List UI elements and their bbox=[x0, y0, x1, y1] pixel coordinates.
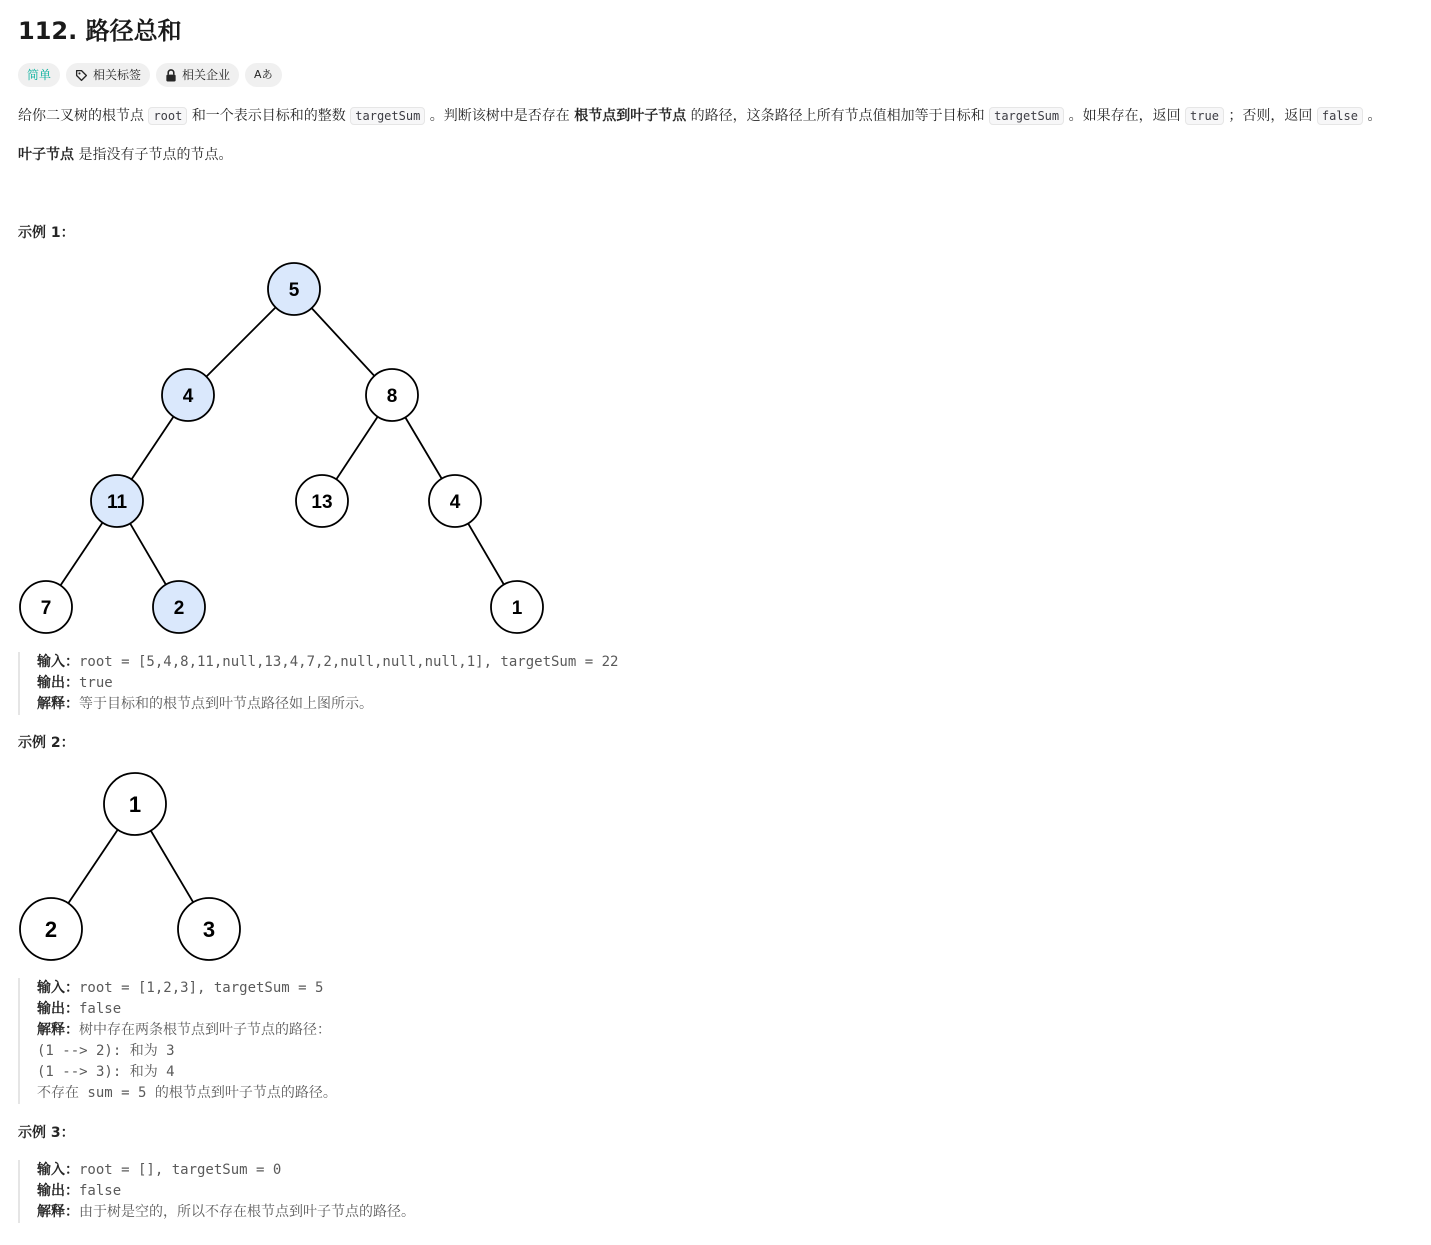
svg-text:3: 3 bbox=[202, 917, 216, 942]
tree-node bbox=[296, 475, 348, 527]
example-2-io-block bbox=[18, 978, 337, 1104]
bold-leaf-node: 叶子节点 bbox=[18, 147, 74, 163]
svg-text:1: 1 bbox=[128, 792, 142, 817]
example-1-title: 示例 1： bbox=[18, 225, 75, 241]
related-tags-label: 相关标签 bbox=[93, 68, 142, 82]
explain-label: 解释： bbox=[37, 1204, 79, 1220]
example-3-title: 示例 3： bbox=[18, 1125, 75, 1141]
code-targetsum: targetSum bbox=[989, 107, 1064, 125]
related-companies-button[interactable] bbox=[156, 63, 239, 87]
output-value: false bbox=[79, 1001, 122, 1017]
input-value: root = [], targetSum = 0 bbox=[79, 1162, 282, 1178]
explain-path-line: (1 --> 3): 和为 4 bbox=[37, 1064, 175, 1080]
output-label: 输出： bbox=[37, 1001, 79, 1017]
related-tags-button[interactable] bbox=[66, 63, 150, 87]
output-label: 输出： bbox=[37, 1183, 79, 1199]
svg-text:4: 4 bbox=[182, 386, 194, 407]
translate-button[interactable] bbox=[245, 63, 282, 87]
tree-node bbox=[491, 581, 543, 633]
explain-text: 由于树是空的，所以不存在根节点到叶子节点的路径。 bbox=[79, 1204, 415, 1220]
related-companies-label: 相关企业 bbox=[182, 68, 231, 82]
tree-node bbox=[20, 898, 82, 960]
translate-icon: Aあ bbox=[254, 67, 273, 81]
tree-node bbox=[178, 898, 240, 960]
tag-icon bbox=[75, 69, 88, 82]
svg-text:4: 4 bbox=[449, 492, 461, 513]
tree-node bbox=[162, 369, 214, 421]
svg-text:7: 7 bbox=[40, 598, 52, 619]
example-2-tree-diagram bbox=[0, 768, 260, 968]
svg-text:1: 1 bbox=[511, 598, 523, 619]
input-label: 输入： bbox=[37, 654, 79, 670]
output-value: false bbox=[79, 1183, 122, 1199]
bold-root-to-leaf: 根节点到叶子节点 bbox=[574, 108, 687, 124]
explain-text: 等于目标和的根节点到叶节点路径如上图所示。 bbox=[79, 696, 373, 712]
code-targetsum: targetSum bbox=[350, 107, 425, 125]
tree-node bbox=[268, 263, 320, 315]
svg-text:13: 13 bbox=[311, 492, 333, 513]
explain-conclusion: 不存在 sum = 5 的根节点到叶子节点的路径。 bbox=[37, 1085, 337, 1101]
svg-text:2: 2 bbox=[173, 598, 185, 619]
svg-text:11: 11 bbox=[106, 492, 128, 513]
input-value: root = [5,4,8,11,null,13,4,7,2,null,null,null,1], targetSum = 22 bbox=[79, 654, 619, 670]
description-paragraph-2: 叶子节点 是指没有子节点的节点。 bbox=[18, 147, 233, 163]
svg-text:5: 5 bbox=[288, 280, 300, 301]
lock-icon bbox=[165, 69, 177, 82]
explain-text: 树中存在两条根节点到叶子节点的路径： bbox=[79, 1022, 331, 1038]
tree-node bbox=[429, 475, 481, 527]
tree-node bbox=[20, 581, 72, 633]
input-label: 输入： bbox=[37, 980, 79, 996]
example-3-io-block bbox=[18, 1160, 415, 1223]
svg-text:8: 8 bbox=[386, 386, 398, 407]
tag-bar bbox=[18, 63, 282, 87]
output-value: true bbox=[79, 675, 113, 691]
code-true: true bbox=[1185, 107, 1224, 125]
code-root: root bbox=[148, 107, 187, 125]
page-title: 112. 路径总和 bbox=[18, 17, 182, 45]
output-label: 输出： bbox=[37, 675, 79, 691]
example-1-io-block bbox=[18, 652, 618, 715]
tree-edges bbox=[46, 289, 517, 607]
explain-label: 解释： bbox=[37, 1022, 79, 1038]
tree-node bbox=[91, 475, 143, 527]
code-false: false bbox=[1317, 107, 1363, 125]
example-2-title: 示例 2： bbox=[18, 735, 75, 751]
svg-text:2: 2 bbox=[44, 917, 58, 942]
explain-path-line: (1 --> 2): 和为 3 bbox=[37, 1043, 175, 1059]
tree-node bbox=[104, 773, 166, 835]
problem-description bbox=[18, 104, 1423, 167]
input-value: root = [1,2,3], targetSum = 5 bbox=[79, 980, 324, 996]
input-label: 输入： bbox=[37, 1162, 79, 1178]
description-paragraph-1: 给你二叉树的根节点 root 和一个表示目标和的整数 targetSum 。判断该树中是否存在 根节点到叶子节点 的路径，这条路径上所有节点值相加等于目标和 targetSum 。如果存在，返回 true ；否则，返回 false 。 bbox=[18, 108, 1382, 124]
example-1-tree-diagram bbox=[0, 255, 560, 640]
tree-node bbox=[153, 581, 205, 633]
explain-label: 解释： bbox=[37, 696, 79, 712]
difficulty-badge[interactable]: 简单 bbox=[18, 63, 60, 87]
tree-node bbox=[366, 369, 418, 421]
